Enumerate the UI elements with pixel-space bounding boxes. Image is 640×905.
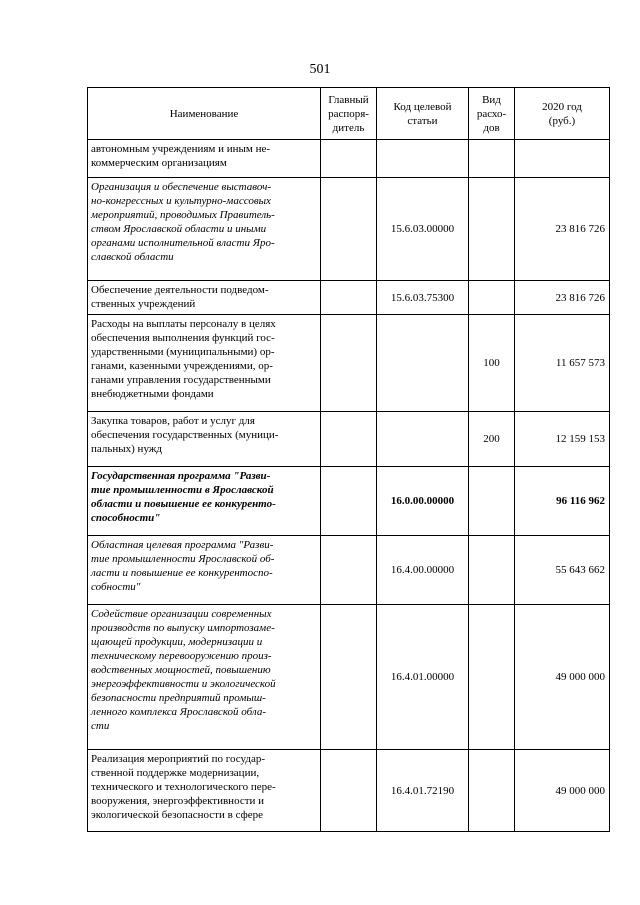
table-row <box>88 412 610 467</box>
row-code: 16.4.00.00000 <box>377 536 469 605</box>
row-kind: 200 <box>469 412 515 467</box>
table-row <box>88 536 610 605</box>
row-name: Закупка товаров, работ и услуг для обеспечения государственных (муници- пальных) нужд <box>88 412 321 467</box>
table-row <box>88 315 610 412</box>
row-amount: 23 816 726 <box>515 281 610 315</box>
row-code <box>377 315 469 412</box>
table-row <box>88 750 610 832</box>
row-kind <box>469 605 515 750</box>
row-amount: 49 000 000 <box>515 750 610 832</box>
header-code: Код целевой статьи <box>377 88 469 140</box>
row-code: 16.4.01.00000 <box>377 605 469 750</box>
row-kind <box>469 281 515 315</box>
page-number: 501 <box>309 62 331 77</box>
row-owner <box>321 467 377 536</box>
row-owner <box>321 281 377 315</box>
row-code: 16.4.01.72190 <box>377 750 469 832</box>
row-kind <box>469 140 515 178</box>
header-name: Наименование <box>88 88 321 140</box>
table-row <box>88 467 610 536</box>
row-owner <box>321 315 377 412</box>
row-kind <box>469 536 515 605</box>
header-amount: 2020 год (руб.) <box>515 88 610 140</box>
row-name: Областная целевая программа "Разви- тие промышленности Ярославской об- ласти и повышение ее конкурентоспо- собности" <box>88 536 321 605</box>
row-name: Организация и обеспечение выставоч- но-конгрессных и культурно-массовых мероприятий, проводимых Правитель- ством Ярославской области и иными органами исполнительной власти Яро- славской области <box>88 178 321 281</box>
row-name: Содействие организации современных производств по выпуску импортозаме- щающей продукции, модернизации и техническому перевооружению произ- водственных мощностей, повышению энергоэффективности и экологической безопасности предприятий промыш- ленного комплекса Ярославской обла- сти <box>88 605 321 750</box>
row-kind <box>469 750 515 832</box>
row-amount <box>515 140 610 178</box>
table-row <box>88 281 610 315</box>
row-owner <box>321 412 377 467</box>
row-amount: 12 159 153 <box>515 412 610 467</box>
row-code: 16.0.00.00000 <box>377 467 469 536</box>
row-code: 15.6.03.00000 <box>377 178 469 281</box>
row-name: Обеспечение деятельности подведом- ственных учреждений <box>88 281 321 315</box>
row-amount: 23 816 726 <box>515 178 610 281</box>
row-owner <box>321 536 377 605</box>
row-code <box>377 140 469 178</box>
row-owner <box>321 140 377 178</box>
row-name: Государственная программа "Разви- тие промышленности в Ярославской области и повышение ее конкуренто- способности" <box>88 467 321 536</box>
row-name: Расходы на выплаты персоналу в целях обеспечения выполнения функций гос- ударственными (муниципальными) ор- ганами, казенными учреждениями, ор- ганами управления государственными внебюджетными фондами <box>88 315 321 412</box>
row-amount: 55 643 662 <box>515 536 610 605</box>
row-owner <box>321 605 377 750</box>
row-amount: 11 657 573 <box>515 315 610 412</box>
table-row <box>88 605 610 750</box>
table-row <box>88 140 610 178</box>
row-kind <box>469 178 515 281</box>
row-kind <box>469 467 515 536</box>
row-amount: 49 000 000 <box>515 605 610 750</box>
row-owner <box>321 750 377 832</box>
header-row <box>88 88 610 140</box>
row-code <box>377 412 469 467</box>
row-kind: 100 <box>469 315 515 412</box>
row-code: 15.6.03.75300 <box>377 281 469 315</box>
row-name: автономным учреждениям и иным не- коммерческим организациям <box>88 140 321 178</box>
table-row <box>88 178 610 281</box>
header-kind: Вид расхо- дов <box>469 88 515 140</box>
row-amount: 96 116 962 <box>515 467 610 536</box>
row-owner <box>321 178 377 281</box>
row-name: Реализация мероприятий по государ- ственной поддержке модернизации, технического и технологического пере- вооружения, энергоэффективности и экологической безопасности в сфере <box>88 750 321 832</box>
header-owner: Главный распоря- дитель <box>321 88 377 140</box>
budget-table <box>87 87 610 832</box>
